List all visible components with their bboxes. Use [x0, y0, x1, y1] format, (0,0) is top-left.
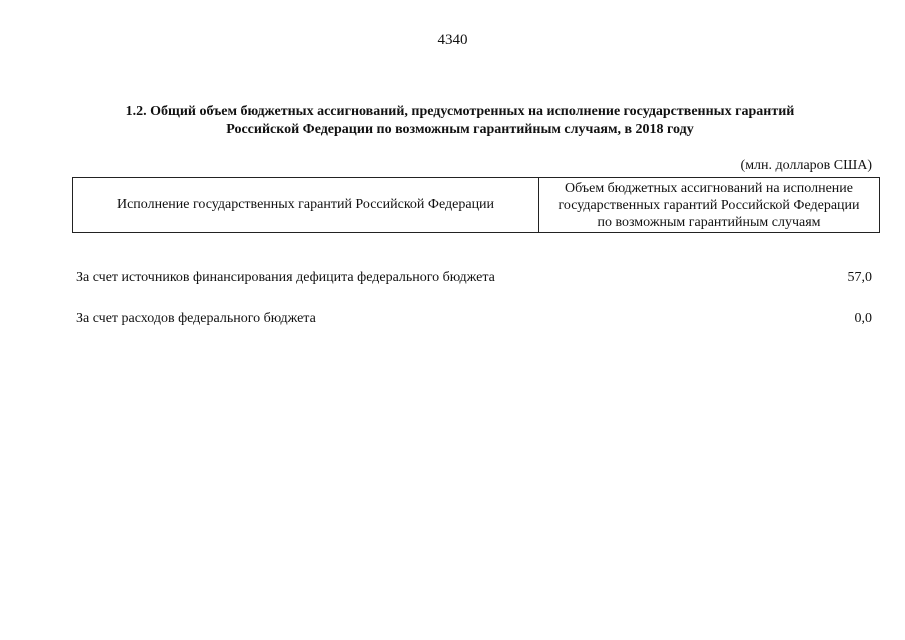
column-header-allocations-line-2: государственных гарантий Российской Федерации [558, 197, 860, 213]
column-header-allocations-line-1: Объем бюджетных ассигнований на исполнение [564, 180, 853, 196]
table-row [76, 311, 872, 327]
section-title [60, 103, 860, 139]
column-header-allocations-line-3: по возможным гарантийным случаям [597, 214, 821, 230]
section-title-line-2: Российской Федерации по возможным гарантийным случаям, в 2018 году [226, 122, 694, 137]
column-header-guarantees: Исполнение государственных гарантий Российской Федерации [73, 178, 539, 233]
column-header-allocations [539, 178, 880, 233]
row-label-financing-sources: За счет источников финансирования дефицита федерального бюджета [76, 270, 495, 285]
table-header [72, 177, 880, 233]
table-header-row [73, 178, 880, 233]
table-row [76, 270, 872, 286]
row-label-budget-expenses: За счет расходов федерального бюджета [76, 311, 316, 326]
row-value-budget-expenses: 0,0 [854, 311, 872, 326]
page-number: 4340 [437, 32, 468, 48]
section-title-line-1: 1.2. Общий объем бюджетных ассигнований, предусмотренных на исполнение государственных гарантий [125, 104, 795, 119]
units-label: (млн. долларов США) [740, 158, 872, 173]
row-value-financing-sources: 57,0 [847, 270, 872, 285]
